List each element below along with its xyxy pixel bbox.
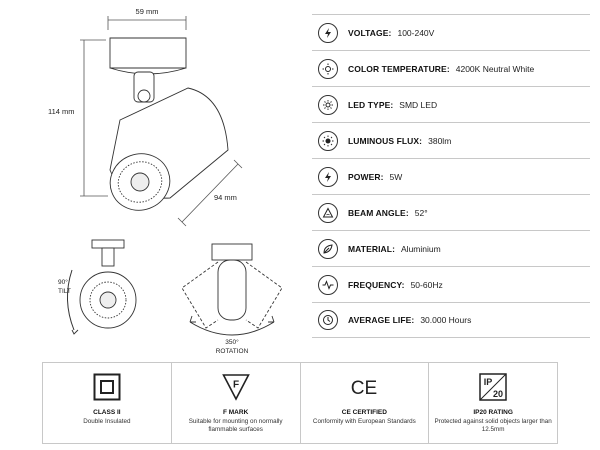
spec-label: VOLTAGE:	[348, 27, 392, 38]
height-dimension	[80, 40, 108, 196]
rotation-label: ROTATION	[215, 348, 249, 355]
spec-list	[312, 14, 590, 338]
cert-f-mark	[172, 363, 301, 443]
power-icon	[318, 167, 338, 187]
luminous-flux-icon	[318, 131, 338, 151]
spec-label: MATERIAL:	[348, 243, 396, 254]
tilt-label: TILT	[58, 288, 71, 295]
cert-title: CE CERTIFIED	[341, 409, 387, 416]
certification-band	[42, 362, 558, 444]
spec-label: AVERAGE LIFE:	[348, 315, 415, 325]
spec-value: 380lm	[428, 135, 452, 146]
spec-label: FREQUENCY:	[348, 279, 405, 290]
length-label: 94 mm	[214, 193, 237, 202]
tilt-value: 90°	[58, 279, 68, 286]
cert-ip20	[429, 363, 557, 443]
spec-value: 5W	[389, 171, 403, 182]
spec-label: BEAM ANGLE:	[348, 207, 409, 218]
spec-value: 52°	[414, 207, 428, 218]
spec-value: 100-240V	[397, 27, 435, 38]
class-ii-icon	[93, 373, 121, 401]
frequency-icon	[318, 275, 338, 295]
ip20-icon	[479, 373, 507, 401]
ce-icon	[350, 373, 378, 401]
ip-mark-bottom: 20	[493, 389, 504, 399]
color-temperature-icon	[318, 59, 338, 79]
beam-angle-icon	[318, 203, 338, 223]
tilt-view	[67, 240, 136, 334]
cert-description: Suitable for mounting on normally flammable surfaces	[188, 418, 283, 433]
spec-label: LUMINOUS FLUX:	[348, 135, 423, 146]
ce-mark-letters: CE	[351, 378, 378, 399]
spec-value: 50-60Hz	[410, 279, 443, 290]
spec-label: COLOR TEMPERATURE:	[348, 63, 450, 74]
cert-description: Double Insulated	[83, 418, 131, 425]
width-label: 59 mm	[135, 7, 159, 16]
spec-row-voltage	[312, 14, 590, 50]
spec-value: 30.000 Hours	[420, 315, 472, 325]
technical-drawing	[0, 0, 300, 360]
spec-row-beam-angle	[312, 194, 590, 230]
width-dimension	[108, 16, 186, 30]
spec-value: SMD LED	[399, 99, 438, 110]
f-mark-letter: F	[232, 379, 239, 391]
voltage-icon	[318, 23, 338, 43]
rotation-value: 350°	[225, 339, 239, 346]
height-label: 114 mm	[48, 107, 75, 116]
spec-label: LED TYPE:	[348, 99, 394, 110]
average-life-icon	[318, 310, 338, 330]
cert-title: CLASS II	[93, 409, 121, 416]
cert-description: Protected against solid objects larger than 12.5mm	[434, 418, 552, 433]
fixture-isometric	[102, 38, 228, 219]
spec-value: Aluminium	[401, 243, 441, 254]
ip-mark-top: IP	[483, 377, 493, 387]
rotation-view	[182, 244, 282, 335]
led-type-icon	[318, 95, 338, 115]
spec-row-led-type	[312, 86, 590, 122]
spec-row-average-life	[312, 302, 590, 338]
cert-title: F MARK	[222, 409, 249, 416]
spec-row-material	[312, 230, 590, 266]
spec-value: 4200K Neutral White	[455, 63, 535, 74]
material-icon	[318, 239, 338, 259]
spec-row-frequency	[312, 266, 590, 302]
spec-row-luminous-flux	[312, 122, 590, 158]
f-mark-icon	[222, 373, 250, 401]
cert-description: Conformity with European Standards	[312, 418, 416, 425]
cert-title: IP20 RATING	[473, 409, 513, 416]
spec-label: POWER:	[348, 171, 384, 182]
spec-row-power	[312, 158, 590, 194]
cert-class-ii	[43, 363, 172, 443]
cert-ce	[301, 363, 430, 443]
spec-row-color-temperature	[312, 50, 590, 86]
